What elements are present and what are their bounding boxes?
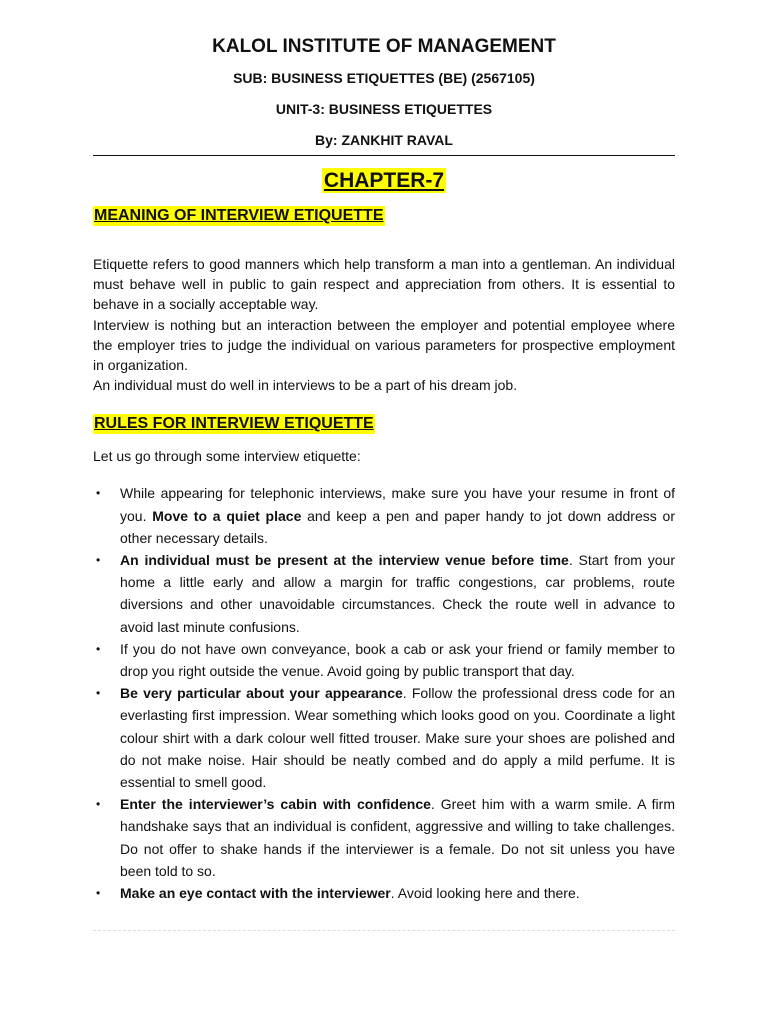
item-bold-text: Make an eye contact with the interviewer bbox=[120, 885, 391, 902]
rules-list bbox=[93, 482, 675, 904]
list-item bbox=[93, 882, 675, 904]
item-bold-text: Be very particular about your appearance bbox=[120, 685, 403, 702]
item-text: and keep a pen and paper handy to jot down address or other necessary details. bbox=[120, 507, 675, 546]
author-line: By: ZANKHIT RAVAL bbox=[315, 132, 453, 148]
item-bold-text: Enter the interviewer’s cabin with confidence bbox=[120, 796, 431, 813]
page-bottom-divider bbox=[93, 930, 675, 931]
list-item bbox=[93, 482, 675, 549]
bullet-icon: • bbox=[96, 886, 101, 901]
bullet-icon: • bbox=[96, 553, 101, 568]
item-text: . Start from your home a little early and allow a margin for traffic congestions, car problems, route diversions and other unavoidable circumstances. Check the route well in advance to avoid last minute confusions. bbox=[120, 552, 676, 635]
bullet-icon: • bbox=[96, 641, 101, 656]
item-text: . Avoid looking here and there. bbox=[390, 885, 580, 902]
paragraph: An individual must do well in interviews to be a part of his dream job. bbox=[93, 377, 518, 394]
item-text: . Greet him with a warm smile. A firm handshake says that an individual is confident, aggressive and willing to take challenges. Do not offer to shake hands if the interviewer is a female. Do not sit unless you have been told to so. bbox=[120, 796, 675, 879]
document-header bbox=[93, 34, 675, 150]
paragraph: Interview is nothing but an interaction between the employer and potential employee where the employer tries to judge the individual on various parameters for prospective employment in organization. bbox=[93, 316, 675, 374]
item-bold-text: An individual must be present at the interview venue before time bbox=[120, 552, 569, 569]
rules-intro: Let us go through some interview etiquette: bbox=[93, 448, 361, 465]
bullet-icon: • bbox=[96, 486, 101, 501]
chapter-heading-wrap bbox=[93, 168, 675, 198]
bullet-icon: • bbox=[96, 797, 101, 812]
section-title-meaning: MEANING OF INTERVIEW ETIQUETTE bbox=[94, 207, 384, 224]
list-item bbox=[93, 682, 675, 793]
paragraph: Etiquette refers to good manners which help transform a man into a gentleman. An individual must behave well in public to gain respect and appreciation from others. It is essential to behave in a socially acceptable way. bbox=[93, 256, 675, 313]
institute-title: KALOL INSTITUTE OF MANAGEMENT bbox=[212, 36, 556, 57]
section-rules bbox=[93, 414, 675, 904]
subject-line: SUB: BUSINESS ETIQUETTES (BE) (2567105) bbox=[233, 70, 535, 86]
item-bold-text: Move to a quiet place bbox=[152, 507, 302, 524]
list-item bbox=[93, 793, 675, 882]
section-title-rules: RULES FOR INTERVIEW ETIQUETTE bbox=[94, 415, 374, 433]
header-divider bbox=[93, 155, 675, 156]
document-page bbox=[93, 34, 675, 904]
unit-line: UNIT-3: BUSINESS ETIQUETTES bbox=[275, 101, 493, 117]
chapter-heading: CHAPTER-7 bbox=[323, 169, 445, 192]
section-meaning bbox=[93, 206, 675, 395]
meaning-paragraphs bbox=[93, 254, 675, 395]
list-item bbox=[93, 638, 675, 682]
item-text: While appearing for telephonic interviews, make sure you have your resume in front of you. bbox=[120, 485, 675, 524]
bullet-icon: • bbox=[96, 686, 101, 701]
item-text: If you do not have own conveyance, book a cab or ask your friend or family member to drop you right outside the venue. Avoid going by public transport that day. bbox=[120, 640, 675, 680]
list-item bbox=[93, 549, 675, 638]
item-text: . Follow the professional dress code for an everlasting first impression. Wear something which looks good on you. Coordinate a light colour shirt with a dark colour well fitted trouser. Make sure your shoes are polished and do not make noise. Hair should be neatly combed and do apply a mild perfume. It is essential to smell good. bbox=[120, 685, 675, 791]
